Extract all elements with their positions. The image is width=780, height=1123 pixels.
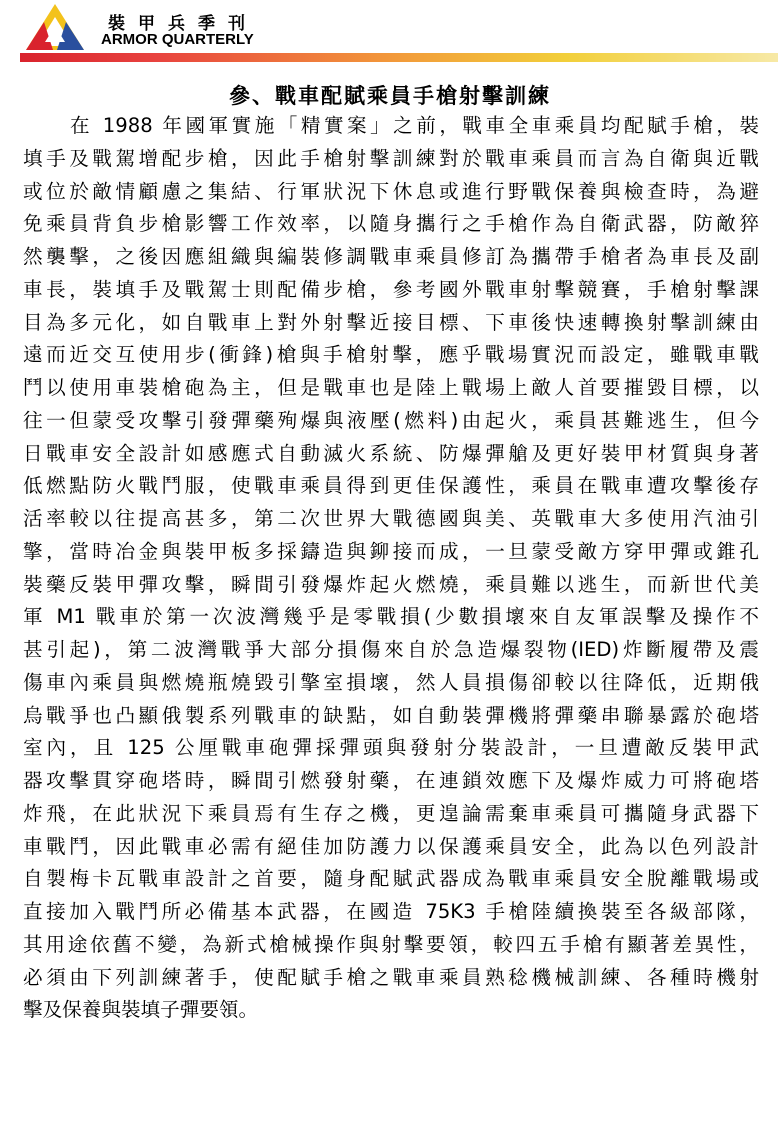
section-title: 參、戰車配賦乘員手槍射擊訓練 [229,84,551,109]
body-line: 自製梅卡瓦戰車設計之首要，隨身配賦武器成為戰車乘員安全脫離戰場或 [23,867,759,891]
body-line: 傷車內乘員與燃燒瓶燒毀引擎室損壞，然人員損傷卻較以往降低，近期俄 [23,670,759,694]
body-line: 在 1988 年國軍實施「精實案」之前，戰車全車乘員均配賦手槍，裝 [70,114,759,137]
body-line: 室內，且 125 公厘戰車砲彈採彈頭與發射分裝設計，一旦遭敵反裝甲武 [23,736,759,760]
body-line: 然襲擊，之後因應組織與編裝修調戰車乘員修訂為攜帶手槍者為車長及副 [23,245,759,268]
body-line: 甚引起)，第二波灣戰爭大部分損傷來自於急造爆裂物(IED)炸斷履帶及震 [23,638,759,661]
page-header [0,0,780,64]
body-line: 軍 M1 戰車於第一次波灣幾乎是零戰損(少數損壞來自友軍誤擊及操作不 [23,605,759,629]
body-line: 器攻擊貫穿砲塔時，瞬間引燃發射藥，在連鎖效應下及爆炸威力可將砲塔 [23,769,759,792]
body-line: 炸飛，在此狀況下乘員焉有生存之機，更遑論需棄車乘員可攜隨身武器下 [23,801,759,825]
body-line: 遠而近交互使用步(衝鋒)槍與手槍射擊，應乎戰場實況而設定，雖戰車戰 [23,343,759,367]
body-line: 裝藥反裝甲彈攻擊，瞬間引發爆炸起火燃燒，乘員難以逃生，而新世代美 [23,572,759,596]
body-line: 烏戰爭也凸顯俄製系列戰車的缺點，如自動裝彈機將彈藥串聯暴露於砲塔 [23,703,759,727]
body-line: 或位於敵情顧慮之集結、行軍狀況下休息或進行野戰保養與檢查時，為避 [23,179,759,203]
body-line: 往一但蒙受攻擊引發彈藥殉爆與液壓(燃料)由起火，乘員甚難逃生，但今 [23,408,759,432]
body-line: 其用途依舊不變，為新式槍械操作與射擊要領，較四五手槍有顯著差異性， [23,932,759,956]
body-line: 車長，裝填手及戰駕士則配備步槍，參考國外戰車射擊競賽，手槍射擊課 [23,277,759,301]
body-line: 擎，當時冶金與裝甲板多採鑄造與鉚接而成，一旦蒙受敵方穿甲彈或錐孔 [23,539,759,563]
body-line: 車戰鬥，因此戰車必需有絕佳加防護力以保護乘員安全，此為以色列設計 [23,834,759,858]
brand-name-english: ARMOR QUARTERLY [101,31,254,48]
body-line: 免乘員背負步槍影響工作效率，以隨身攜行之手槍作為自衛武器，防敵猝 [23,212,759,236]
body-line: 鬥以使用車裝槍砲為主，但是戰車也是陸上戰場上敵人首要摧毀目標，以 [23,376,759,399]
body-line: 日戰車安全設計如感應式自動滅火系統、防爆彈艙及更好裝甲材質與身著 [23,441,759,465]
body-line: 直接加入戰鬥所必備基本武器，在國造 75K3 手槍陸續換裝至各級部隊， [23,900,759,923]
body-text [23,110,759,1027]
body-line: 低燃點防火戰鬥服，使戰車乘員得到更佳保護性，乘員在戰車遭攻擊後存 [23,474,759,498]
body-line: 目為多元化，如自戰車上對外射擊近接目標、下車後快速轉換射擊訓練由 [23,310,759,334]
body-line: 填手及戰駕增配步槍，因此手槍射擊訓練對於戰車乘員而言為自衛與近戰 [23,146,759,170]
header-gradient-rule [20,53,778,62]
body-line: 擊及保養與裝填子彈要領。 [23,998,259,1022]
brand-name-chinese: 裝甲兵季刊 [108,14,258,34]
armor-quarterly-logo [26,2,84,52]
body-line: 必須由下列訓練著手，使配賦手槍之戰車乘員熟稔機械訓練、各種時機射 [23,965,759,989]
body-line: 活率較以往提高甚多，第二次世界大戰德國與美、英戰車大多使用汽油引 [23,507,759,530]
